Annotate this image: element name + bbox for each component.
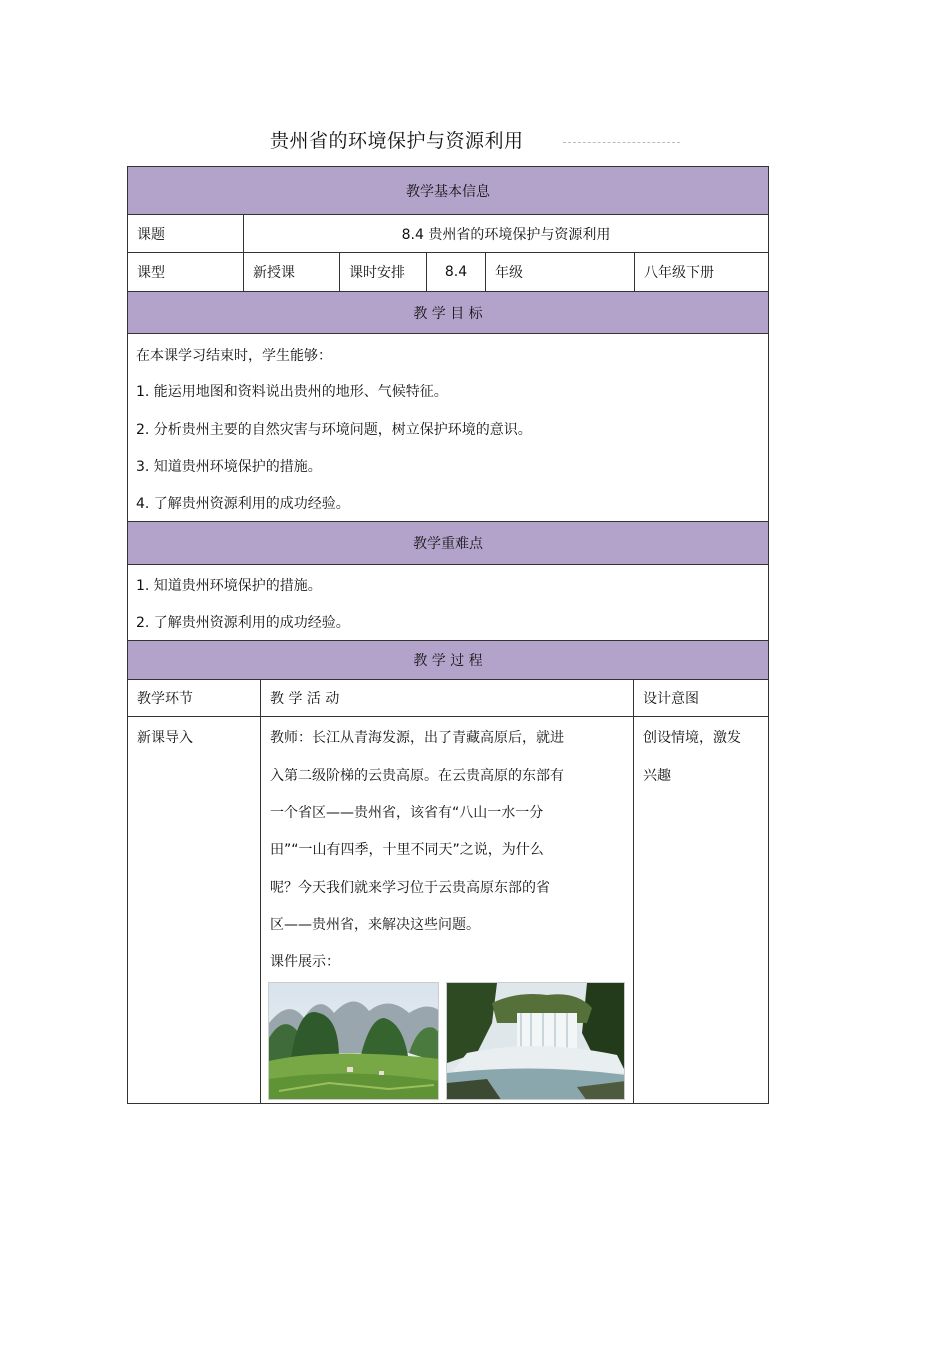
topic-value: 8.4 贵州省的环境保护与资源利用 (243, 214, 769, 253)
section-header-basic-info: 教学基本信息 (127, 166, 769, 215)
waterfall-image (446, 982, 625, 1100)
list-item: 2. 分析贵州主要的自然灾害与环境问题，树立保护环境的意识。 (136, 422, 532, 438)
activity-line: 课件展示： (270, 954, 340, 970)
hours-value: 8.4 (426, 252, 486, 292)
title-divider (563, 142, 680, 143)
activity-line: 田”“一山有四季，十里不同天”之说，为什么 (270, 842, 544, 858)
hours-label: 课时安排 (339, 252, 427, 292)
list-item: 3. 知道贵州环境保护的措施。 (136, 459, 322, 475)
grade-label: 年级 (485, 252, 635, 292)
objectives-list (127, 333, 769, 522)
list-item: 4. 了解贵州资源利用的成功经验。 (136, 496, 350, 512)
section-header-objectives: 教 学 目 标 (127, 291, 769, 334)
intent-line: 创设情境，激发 (643, 730, 741, 746)
activity-line: 教师：长江从青海发源，出了青藏高原后，就进 (270, 730, 564, 746)
list-item: 在本课学习结束时，学生能够： (136, 348, 332, 364)
intent-line: 兴趣 (643, 768, 671, 784)
section-header-key-points: 教学重难点 (127, 521, 769, 565)
page-title: 贵州省的环境保护与资源利用 (270, 130, 524, 152)
column-header-intent: 设计意图 (633, 679, 769, 717)
activity-line: 区——贵州省，来解决这些问题。 (270, 917, 480, 933)
column-header-stage: 教学环节 (127, 679, 261, 717)
activity-cell (260, 716, 634, 1104)
activity-line: 入第二级阶梯的云贵高原。在云贵高原的东部有 (270, 768, 564, 784)
column-header-activity: 教 学 活 动 (260, 679, 634, 717)
stage-name: 新课导入 (137, 730, 193, 746)
type-label: 课型 (127, 252, 244, 292)
stage-cell (127, 716, 261, 1104)
key-points-list (127, 564, 769, 641)
grade-value: 八年级下册 (634, 252, 769, 292)
intent-cell (633, 716, 769, 1104)
list-item: 2. 了解贵州资源利用的成功经验。 (136, 615, 350, 631)
topic-label: 课题 (127, 214, 244, 253)
list-item: 1. 知道贵州环境保护的措施。 (136, 578, 322, 594)
karst-landscape-image (268, 982, 439, 1100)
type-value: 新授课 (243, 252, 340, 292)
section-header-process: 教 学 过 程 (127, 640, 769, 680)
activity-line: 一个省区——贵州省，该省有“八山一水一分 (270, 805, 544, 821)
activity-line: 呢？今天我们就来学习位于云贵高原东部的省 (270, 880, 550, 896)
list-item: 1. 能运用地图和资料说出贵州的地形、气候特征。 (136, 384, 448, 400)
